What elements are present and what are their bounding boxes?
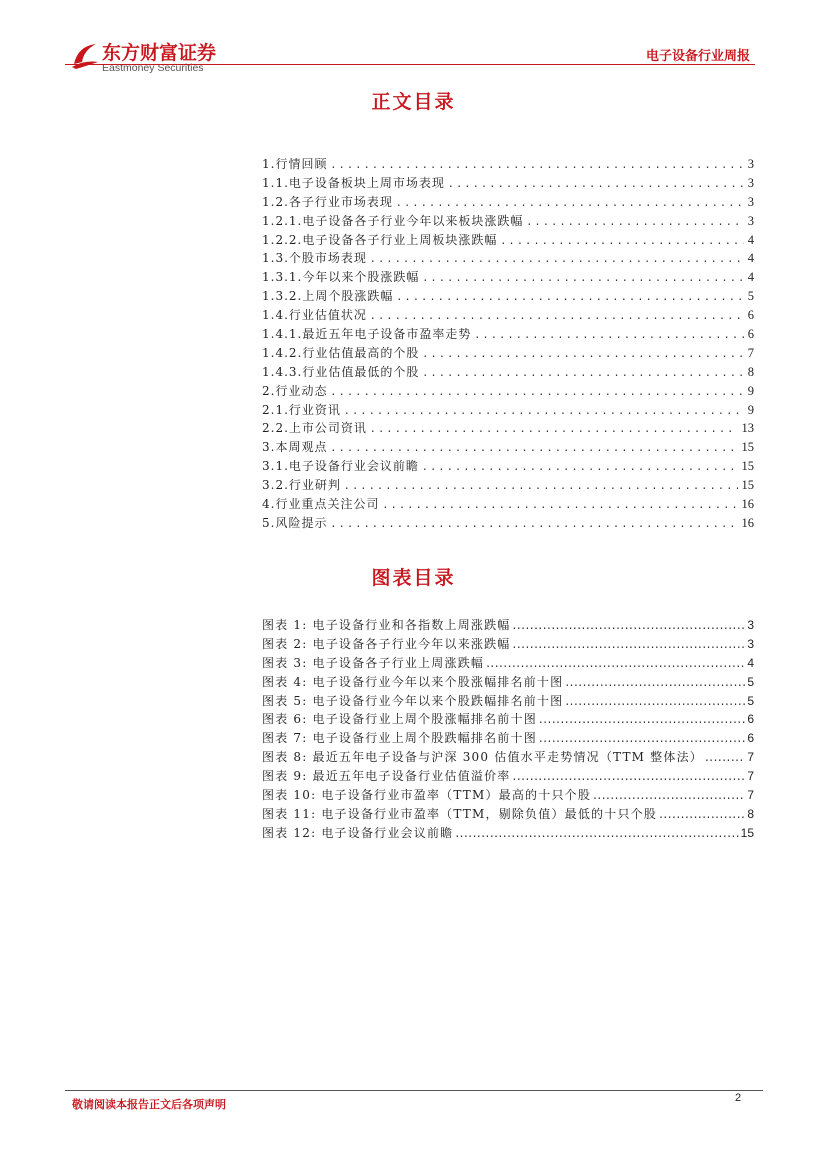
toc-entry-label: 2.1.行业资讯 [262, 402, 341, 417]
toc-entry-label: 1.3.个股市场表现 [262, 251, 367, 266]
toc-entry-label: 3.2.行业研判 [262, 478, 341, 493]
dot-leader [449, 174, 744, 193]
dot-leader [539, 729, 745, 748]
toc-entry[interactable] [262, 249, 754, 268]
dot-leader [513, 767, 746, 786]
figure-entry-label: 图表 1: 电子设备行业和各指数上周涨跌幅 [262, 618, 511, 632]
toc-entry-label: 1.行情回顾 [262, 157, 328, 171]
toc-entry[interactable] [262, 174, 754, 193]
toc-entry-page: 6 [747, 327, 754, 342]
figure-entry[interactable] [262, 824, 754, 843]
figure-entry-label: 图表 3: 电子设备各子行业上周涨跌幅 [262, 655, 485, 670]
figure-entry[interactable] [262, 729, 754, 748]
toc-entry-label: 1.4.2.行业估值最高的个股 [262, 345, 420, 360]
dot-leader [371, 306, 744, 325]
dot-leader [345, 476, 738, 495]
figure-entry-page: 3 [747, 636, 754, 651]
toc-entry-label: 1.2.各子行业市场表现 [262, 194, 393, 209]
figure-entry-page: 7 [747, 750, 754, 765]
figure-entry[interactable] [262, 767, 754, 786]
dot-leader [423, 344, 743, 363]
toc-entry[interactable] [262, 344, 754, 363]
toc-entry-page: 8 [747, 364, 754, 379]
dot-leader [486, 654, 745, 673]
figure-entry-label: 图表 7: 电子设备行业上周个股跌幅排名前十图 [262, 731, 537, 746]
dot-leader [513, 635, 746, 654]
toc-entry-page: 3 [747, 194, 754, 209]
toc-entry-page: 4 [747, 270, 754, 285]
figure-entry-label: 图表 6: 电子设备行业上周个股涨幅排名前十图 [262, 712, 537, 727]
toc-entry-label: 1.4.3.行业估值最低的个股 [262, 364, 420, 379]
figure-entry-page: 15 [740, 825, 754, 840]
figure-entry-page: 5 [747, 693, 754, 708]
dot-leader [501, 231, 743, 250]
toc-entry[interactable] [262, 287, 754, 306]
dot-leader [331, 438, 737, 457]
dot-leader [371, 419, 738, 438]
report-type-title: 电子设备行业周报 [645, 49, 750, 64]
dot-leader [397, 287, 743, 306]
toc-entry[interactable] [262, 231, 754, 250]
toc-entry-label: 5.风险提示 [262, 515, 328, 530]
dot-leader [565, 692, 745, 711]
toc-entry-page: 3 [747, 213, 754, 228]
toc-entry-page: 16 [741, 515, 754, 530]
page-header [0, 0, 827, 80]
figure-entry-label: 图表 10: 电子设备行业市盈率（TTM）最高的十只个股 [262, 788, 592, 803]
figure-entry[interactable] [262, 616, 754, 635]
logo-english-text: Eastmoney Securities [102, 62, 204, 74]
dot-leader [423, 457, 738, 476]
dot-leader [397, 193, 744, 212]
toc-entry-page: 3 [747, 157, 754, 171]
toc-entry-label: 2.2.上市公司资讯 [262, 421, 367, 436]
figures-title: 图表目录 [371, 567, 456, 589]
dot-leader [331, 155, 743, 174]
toc-entry[interactable] [262, 193, 754, 212]
toc-entry-page: 4 [747, 232, 754, 247]
toc-entry-label: 1.3.2.上周个股涨跌幅 [262, 289, 394, 304]
figure-entry-page: 8 [747, 806, 754, 821]
toc-entry-label: 1.3.1.今年以来个股涨跌幅 [262, 270, 420, 285]
toc-entry[interactable] [262, 495, 754, 514]
toc-entry[interactable] [262, 438, 754, 457]
dot-leader [705, 748, 745, 767]
figure-entry-page: 5 [747, 674, 754, 689]
figure-entry-label: 图表 2: 电子设备各子行业今年以来涨跌幅 [262, 636, 511, 651]
figure-entry-page: 3 [747, 618, 754, 632]
header-divider [65, 64, 755, 65]
toc-entry-label: 1.2.2.电子设备各子行业上周板块涨跌幅 [262, 232, 498, 247]
toc-entry[interactable] [262, 268, 754, 287]
footer-divider [65, 1090, 763, 1091]
company-logo [70, 38, 245, 78]
figure-entry-label: 图表 8: 最近五年电子设备与沪深 300 估值水平走势情况（TTM 整体法） [262, 750, 703, 765]
page-number: 2 [735, 1092, 742, 1104]
toc-entry-label: 4.行业重点关注公司 [262, 497, 380, 512]
dot-leader [475, 325, 743, 344]
toc-entry-label: 1.1.电子设备板块上周市场表现 [262, 175, 445, 190]
dot-leader [565, 673, 745, 692]
figure-entry[interactable] [262, 805, 754, 824]
toc-entry-page: 9 [747, 383, 754, 398]
figure-entry[interactable] [262, 635, 754, 654]
figure-entry-label: 图表 11: 电子设备行业市盈率（TTM，剔除负值）最低的十只个股 [262, 806, 658, 821]
toc-entry-page: 9 [747, 402, 754, 417]
toc-entry-page: 15 [741, 459, 754, 474]
footer-disclaimer: 敬请阅读本报告正文后各项声明 [72, 1098, 226, 1111]
toc-entry-page: 3 [747, 175, 754, 190]
figure-entry-label: 图表 12: 电子设备行业会议前瞻 [262, 825, 454, 840]
toc-entry-label: 3.1.电子设备行业会议前瞻 [262, 459, 419, 474]
toc-entry[interactable] [262, 212, 754, 231]
dot-leader [593, 786, 745, 805]
figure-entry-page: 7 [747, 788, 754, 803]
toc-entry[interactable] [262, 306, 754, 325]
toc-entry-page: 5 [747, 289, 754, 304]
dot-leader [659, 805, 745, 824]
dot-leader [527, 212, 743, 231]
toc-entry[interactable] [262, 419, 754, 438]
figure-entry[interactable] [262, 654, 754, 673]
table-of-contents [262, 155, 754, 533]
figure-entry-page: 7 [747, 769, 754, 784]
figure-entry[interactable] [262, 748, 754, 767]
toc-entry[interactable] [262, 514, 754, 533]
toc-entry[interactable] [262, 325, 754, 344]
toc-entry-page: 13 [741, 421, 754, 436]
dot-leader [331, 514, 737, 533]
dot-leader [423, 363, 743, 382]
toc-entry-label: 1.4.1.最近五年电子设备市盈率走势 [262, 327, 472, 342]
toc-entry-label: 3.本周观点 [262, 440, 328, 455]
toc-entry-page: 4 [747, 251, 754, 266]
dot-leader [513, 616, 746, 635]
toc-entry-label: 2.行业动态 [262, 383, 328, 398]
logo-chinese-text: 东方财富证券 [102, 42, 217, 64]
toc-entry-page: 6 [747, 308, 754, 323]
figure-entry[interactable] [262, 692, 754, 711]
dot-leader [539, 710, 745, 729]
dot-leader [331, 382, 743, 401]
toc-entry-page: 7 [747, 345, 754, 360]
figure-entry[interactable] [262, 673, 754, 692]
toc-entry[interactable] [262, 382, 754, 401]
figure-entry-label: 图表 9: 最近五年电子设备行业估值溢价率 [262, 769, 511, 784]
toc-entry[interactable] [262, 155, 754, 174]
toc-entry[interactable] [262, 363, 754, 382]
figure-entry-page: 6 [747, 712, 754, 727]
eastmoney-logo-icon [70, 40, 100, 70]
dot-leader [455, 824, 738, 843]
toc-entry[interactable] [262, 476, 754, 495]
toc-entry-label: 1.2.1.电子设备各子行业今年以来板块涨跌幅 [262, 213, 524, 228]
list-of-figures [262, 616, 754, 843]
dot-leader [423, 268, 743, 287]
dot-leader [345, 401, 744, 420]
toc-entry-page: 15 [741, 478, 754, 493]
figure-entry-page: 4 [747, 655, 754, 670]
toc-entry-page: 16 [741, 497, 754, 512]
toc-entry-page: 15 [741, 440, 754, 455]
dot-leader [371, 249, 744, 268]
figure-entry-page: 6 [747, 731, 754, 746]
figure-entry[interactable] [262, 710, 754, 729]
dot-leader [383, 495, 737, 514]
toc-entry[interactable] [262, 401, 754, 420]
toc-entry-label: 1.4.行业估值状况 [262, 308, 367, 323]
toc-title: 正文目录 [371, 91, 456, 113]
figure-entry-label: 图表 5: 电子设备行业今年以来个股跌幅排名前十图 [262, 693, 564, 708]
figure-entry-label: 图表 4: 电子设备行业今年以来个股涨幅排名前十图 [262, 674, 564, 689]
figure-entry[interactable] [262, 786, 754, 805]
toc-entry[interactable] [262, 457, 754, 476]
